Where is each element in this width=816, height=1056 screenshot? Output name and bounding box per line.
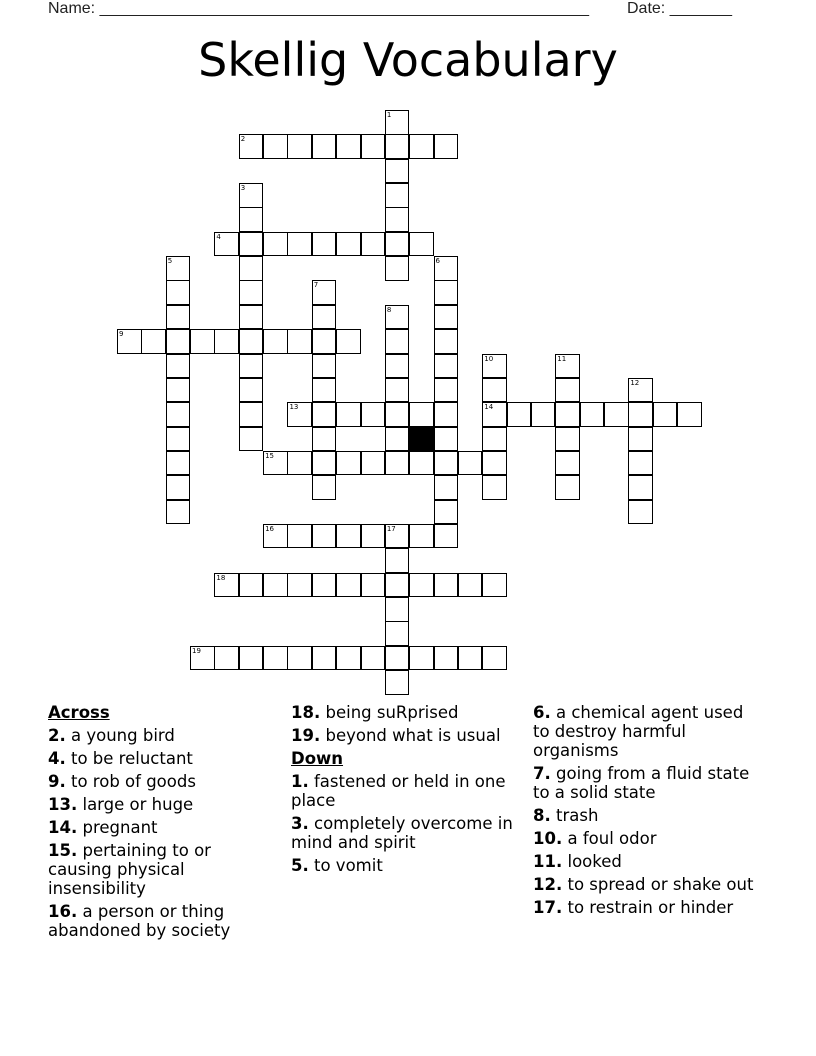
clue-down-6: 6. a chemical agent used to destroy harmful organisms (533, 703, 744, 760)
clue-number-2: 2 (240, 135, 246, 144)
crossword-cell[interactable] (434, 354, 459, 379)
clue-number-6: 6 (435, 257, 441, 266)
crossword-cell[interactable] (141, 329, 166, 354)
crossword-cell[interactable] (677, 402, 702, 427)
crossword-cell[interactable] (287, 329, 312, 354)
clue-number-10: 10 (484, 354, 494, 363)
crossword-cell[interactable] (166, 354, 191, 379)
crossword-cell[interactable] (628, 500, 653, 525)
clue-number-17: 17 (386, 524, 396, 533)
crossword-cell[interactable] (653, 402, 678, 427)
crossword-cell[interactable] (555, 402, 580, 427)
crossword-cell[interactable] (385, 207, 410, 232)
crossword-cell[interactable] (385, 159, 410, 184)
crossword-cell[interactable] (482, 573, 507, 598)
crossword-cell[interactable] (287, 524, 312, 549)
crossword-cell[interactable] (239, 305, 264, 330)
crossword-cell[interactable] (385, 378, 410, 403)
clue-down-3: 3. completely overcome in mind and spirit (291, 814, 513, 852)
clue-across-9: 9. to rob of goods (48, 772, 196, 791)
clue-number-7: 7 (313, 281, 319, 290)
clue-down-12: 12. to spread or shake out (533, 875, 754, 894)
clue-number-15: 15 (265, 451, 275, 460)
across-heading: Across (48, 703, 110, 722)
crossword-cell[interactable] (263, 329, 288, 354)
crossword-cell[interactable] (434, 134, 459, 159)
crossword-cell[interactable] (507, 402, 532, 427)
down-heading: Down (291, 749, 344, 768)
crossword-cell[interactable] (434, 402, 459, 427)
crossword-cell[interactable] (361, 402, 386, 427)
crossword-cell[interactable] (385, 548, 410, 573)
crossword-cell[interactable] (385, 183, 410, 208)
clue-across-2: 2. a young bird (48, 726, 175, 745)
crossword-cell[interactable] (580, 402, 605, 427)
crossword-cell[interactable] (555, 475, 580, 500)
crossword-cell[interactable] (214, 646, 239, 671)
clue-across-4: 4. to be reluctant (48, 749, 193, 768)
clue-across-19: 19. beyond what is usual (291, 726, 501, 745)
crossword-cell[interactable] (385, 329, 410, 354)
crossword-cell[interactable] (361, 232, 386, 257)
crossword-cell[interactable] (482, 451, 507, 476)
crossword-cell[interactable] (312, 451, 337, 476)
clue-number-11: 11 (557, 354, 567, 363)
clue-number-9: 9 (119, 330, 124, 339)
clues-column-1 (48, 703, 278, 944)
crossword-cell[interactable] (385, 597, 410, 622)
crossword-cell[interactable] (409, 573, 434, 598)
crossword-cell[interactable] (239, 402, 264, 427)
crossword-cell[interactable] (409, 402, 434, 427)
crossword-cell[interactable] (604, 402, 629, 427)
crossword-cell[interactable] (409, 646, 434, 671)
crossword-cell[interactable] (312, 134, 337, 159)
crossword-cell[interactable] (312, 305, 337, 330)
crossword-cell[interactable] (482, 427, 507, 452)
crossword-cell[interactable] (385, 232, 410, 257)
crossword-cell[interactable] (336, 524, 361, 549)
crossword-cell[interactable] (166, 378, 191, 403)
crossword-cell[interactable] (287, 232, 312, 257)
crossword-cell[interactable] (287, 451, 312, 476)
crossword-cell[interactable] (385, 134, 410, 159)
crossword-cell[interactable] (628, 402, 653, 427)
crossword-cell[interactable] (361, 524, 386, 549)
crossword-cell[interactable] (361, 573, 386, 598)
crossword-cell[interactable] (409, 524, 434, 549)
crossword-cell[interactable] (628, 427, 653, 452)
crossword-cell[interactable] (361, 451, 386, 476)
crossword-cell[interactable] (385, 256, 410, 281)
crossword-cell[interactable] (239, 207, 264, 232)
clue-down-8: 8. trash (533, 806, 599, 825)
crossword-cell[interactable] (555, 378, 580, 403)
crossword-cell[interactable] (531, 402, 556, 427)
crossword-cell[interactable] (336, 232, 361, 257)
crossword-cell[interactable] (239, 232, 264, 257)
crossword-cell[interactable] (628, 475, 653, 500)
clue-number-16: 16 (265, 524, 275, 533)
crossword-cell[interactable] (385, 621, 410, 646)
clue-down-11: 11. looked (533, 852, 622, 871)
clue-down-1: 1. fastened or held in one place (291, 772, 506, 810)
crossword-cell[interactable] (287, 134, 312, 159)
crossword-cell[interactable] (166, 427, 191, 452)
clues-column-2 (291, 703, 521, 879)
black-cell (409, 427, 434, 452)
crossword-cell[interactable] (482, 475, 507, 500)
crossword-cell[interactable] (312, 232, 337, 257)
crossword-cell[interactable] (458, 646, 483, 671)
clue-down-5: 5. to vomit (291, 856, 383, 875)
crossword-cell[interactable] (409, 134, 434, 159)
crossword-cell[interactable] (482, 378, 507, 403)
crossword-cell[interactable] (239, 354, 264, 379)
crossword-cell[interactable] (434, 646, 459, 671)
crossword-cell[interactable] (166, 451, 191, 476)
crossword-cell[interactable] (287, 573, 312, 598)
crossword-cell[interactable] (312, 524, 337, 549)
crossword-cell[interactable] (263, 232, 288, 257)
clue-number-14: 14 (484, 403, 494, 412)
crossword-cell[interactable] (239, 280, 264, 305)
crossword-cell[interactable] (312, 646, 337, 671)
clue-number-3: 3 (240, 184, 246, 193)
crossword-cell[interactable] (434, 280, 459, 305)
crossword-cell[interactable] (336, 451, 361, 476)
crossword-cell[interactable] (409, 451, 434, 476)
crossword-cell[interactable] (166, 305, 191, 330)
crossword-cell[interactable] (312, 475, 337, 500)
crossword-cell[interactable] (409, 232, 434, 257)
crossword-cell[interactable] (214, 329, 239, 354)
name-field[interactable]: Name: _______________________________________________________ (48, 0, 589, 17)
crossword-cell[interactable] (434, 427, 459, 452)
crossword-cell[interactable] (239, 646, 264, 671)
clue-number-18: 18 (216, 573, 226, 582)
clue-down-10: 10. a foul odor (533, 829, 657, 848)
crossword-cell[interactable] (336, 134, 361, 159)
clue-number-8: 8 (386, 305, 392, 314)
crossword-cell[interactable] (166, 280, 191, 305)
crossword-cell[interactable] (434, 500, 459, 525)
clue-number-19: 19 (192, 646, 201, 655)
crossword-cell[interactable] (385, 427, 410, 452)
clue-across-15: 15. pertaining to or causing physical insensibility (48, 841, 211, 898)
crossword-cell[interactable] (434, 475, 459, 500)
crossword-cell[interactable] (312, 573, 337, 598)
crossword-cell[interactable] (361, 134, 386, 159)
crossword-cell[interactable] (385, 670, 410, 695)
clue-number-1: 1 (386, 111, 392, 119)
crossword-cell[interactable] (239, 573, 264, 598)
clues-column-3 (533, 703, 763, 921)
clue-number-5: 5 (167, 257, 173, 266)
crossword-cell[interactable] (239, 256, 264, 281)
crossword-cell[interactable] (434, 378, 459, 403)
crossword-cell[interactable] (385, 573, 410, 598)
crossword-cell[interactable] (434, 329, 459, 354)
crossword-cell[interactable] (263, 573, 288, 598)
crossword-cell[interactable] (312, 427, 337, 452)
crossword-cell[interactable] (385, 402, 410, 427)
clue-down-17: 17. to restrain or hinder (533, 898, 734, 917)
page-title: Skellig Vocabulary (198, 33, 618, 87)
crossword-cell[interactable] (434, 573, 459, 598)
clue-across-13: 13. large or huge (48, 795, 194, 814)
crossword-cell[interactable] (434, 451, 459, 476)
crossword-cell[interactable] (239, 427, 264, 452)
crossword-cell[interactable] (312, 354, 337, 379)
crossword-cell[interactable] (385, 646, 410, 671)
crossword-cell[interactable] (482, 646, 507, 671)
crossword-cell[interactable] (239, 329, 264, 354)
crossword-cell[interactable] (166, 402, 191, 427)
crossword-cell[interactable] (555, 451, 580, 476)
crossword-cell[interactable] (166, 329, 191, 354)
crossword-cell[interactable] (458, 451, 483, 476)
clue-across-14: 14. pregnant (48, 818, 158, 837)
crossword-cell[interactable] (239, 378, 264, 403)
crossword-cell[interactable] (312, 378, 337, 403)
clue-number-4: 4 (216, 232, 221, 241)
crossword-cell[interactable] (458, 573, 483, 598)
crossword-cell[interactable] (385, 354, 410, 379)
clue-number-13: 13 (289, 403, 299, 412)
crossword-cell[interactable] (434, 305, 459, 330)
clue-number-12: 12 (630, 378, 640, 387)
crossword-cell[interactable] (166, 500, 191, 525)
crossword-cell[interactable] (263, 646, 288, 671)
crossword-cell[interactable] (336, 329, 361, 354)
crossword-cell[interactable] (361, 646, 386, 671)
crossword-cell[interactable] (312, 402, 337, 427)
date-field[interactable]: Date: _______ (627, 0, 732, 17)
crossword-cell[interactable] (336, 402, 361, 427)
crossword-cell[interactable] (628, 451, 653, 476)
crossword-cell[interactable] (263, 134, 288, 159)
clue-across-18: 18. being suRprised (291, 703, 459, 722)
crossword-cell[interactable] (190, 329, 215, 354)
crossword-cell[interactable] (555, 427, 580, 452)
crossword-cell[interactable] (385, 451, 410, 476)
crossword-cell[interactable] (312, 329, 337, 354)
crossword-cell[interactable] (287, 646, 312, 671)
crossword-cell[interactable] (336, 646, 361, 671)
clue-down-7: 7. going from a fluid state to a solid state (533, 764, 750, 802)
crossword-cell[interactable] (336, 573, 361, 598)
crossword-cell[interactable] (166, 475, 191, 500)
crossword-cell[interactable] (434, 524, 459, 549)
clue-across-16: 16. a person or thing abandoned by society (48, 902, 231, 940)
